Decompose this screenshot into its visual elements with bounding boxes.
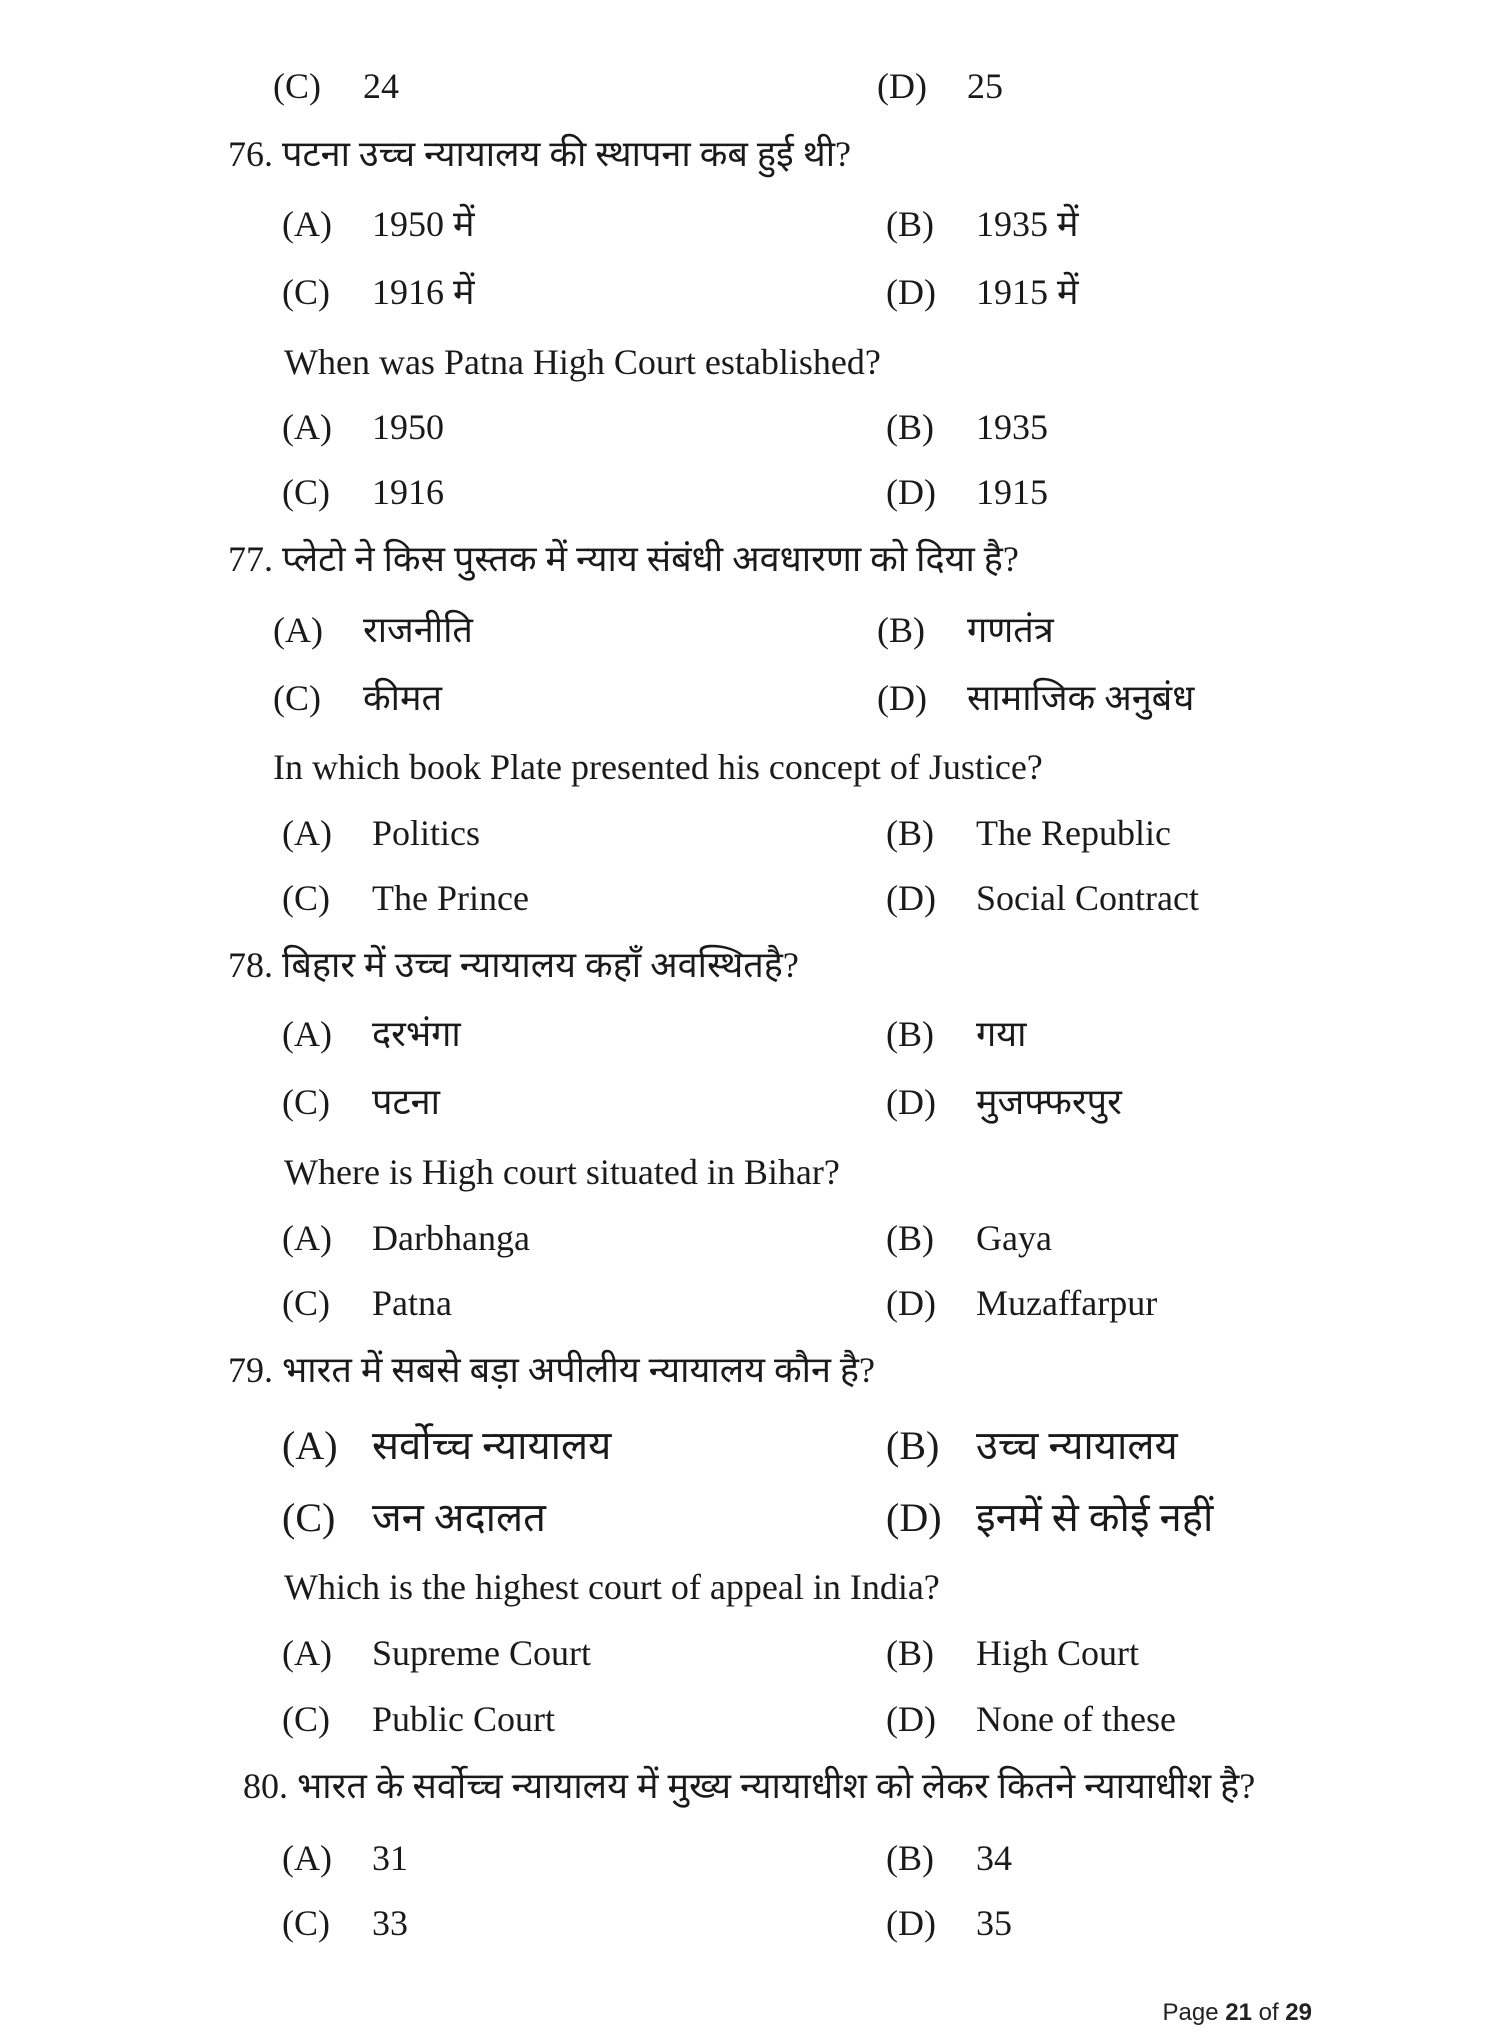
option-value: 1935 में	[976, 204, 1079, 244]
question-80-hindi: 80. भारत के सर्वोच्च न्यायालय में मुख्य न्यायाधीश को लेकर कितने न्यायाधीश है?	[243, 1766, 1256, 1806]
option-label: (B)	[886, 1218, 934, 1258]
option-label: (B)	[886, 204, 934, 244]
option-label: (D)	[886, 878, 936, 918]
option-value: Social Contract	[976, 878, 1199, 918]
option-label: (B)	[886, 1423, 940, 1468]
option-value: गणतंत्र	[967, 610, 1054, 650]
option-label: (C)	[282, 1283, 330, 1323]
option-label: (C)	[273, 66, 321, 106]
option-label: (D)	[877, 678, 927, 718]
page-number	[1163, 1998, 1312, 2028]
option-label: (D)	[877, 66, 927, 106]
option-value: Muzaffarpur	[976, 1283, 1158, 1323]
option-label: (C)	[273, 678, 321, 718]
option-label: (C)	[282, 878, 330, 918]
option-value: गया	[976, 1014, 1027, 1054]
question-79-english: Which is the highest court of appeal in India?	[284, 1567, 940, 1607]
option-value: जन अदालत	[372, 1495, 546, 1540]
option-value: 33	[372, 1903, 408, 1943]
option-label: (C)	[282, 1699, 330, 1739]
option-label: (A)	[282, 1838, 332, 1878]
option-value: 1950	[372, 407, 444, 447]
option-label: (A)	[282, 1014, 332, 1054]
option-value: Gaya	[976, 1218, 1052, 1258]
question-78-english: Where is High court situated in Bihar?	[284, 1152, 840, 1192]
question-76-english: When was Patna High Court established?	[284, 342, 881, 382]
question-78-hindi: 78. बिहार में उच्च न्यायालय कहाँ अवस्थितहै?	[228, 945, 799, 985]
option-value: उच्च न्यायालय	[976, 1423, 1178, 1468]
option-label: (D)	[886, 472, 936, 512]
option-label: (B)	[877, 610, 925, 650]
option-value: कीमत	[363, 678, 443, 718]
option-value: 1950 में	[372, 204, 475, 244]
option-label: (D)	[886, 1283, 936, 1323]
option-value: Patna	[372, 1283, 452, 1323]
option-label: (D)	[886, 1495, 942, 1540]
option-label: (C)	[282, 272, 330, 312]
option-value: 35	[976, 1903, 1012, 1943]
option-label: (D)	[886, 1903, 936, 1943]
option-label: (A)	[273, 610, 323, 650]
current-page: 21	[1225, 1999, 1252, 2026]
option-value: 24	[363, 66, 399, 106]
option-label: (B)	[886, 1838, 934, 1878]
page-number-prefix: Page	[1162, 1999, 1226, 2026]
option-label: (D)	[886, 1699, 936, 1739]
option-label: (A)	[282, 1423, 338, 1468]
option-label: (D)	[886, 272, 936, 312]
question-76-hindi: 76. पटना उच्च न्यायालय की स्थापना कब हुई थी?	[228, 134, 852, 174]
option-label: (C)	[282, 1903, 330, 1943]
option-label: (A)	[282, 407, 332, 447]
question-79-hindi: 79. भारत में सबसे बड़ा अपीलीय न्यायालय कौन है?	[228, 1350, 876, 1390]
option-value: The Prince	[372, 878, 529, 918]
option-value: राजनीति	[363, 610, 473, 650]
option-label: (B)	[886, 1014, 934, 1054]
option-value: 1935	[976, 407, 1048, 447]
option-value: 34	[976, 1838, 1012, 1878]
option-value: इनमें से कोई नहीं	[976, 1495, 1214, 1540]
total-pages: 29	[1285, 1999, 1312, 2026]
page-number-separator: of	[1251, 1999, 1286, 2026]
option-value: 25	[967, 66, 1003, 106]
option-value: None of these	[976, 1699, 1176, 1739]
option-value: 1916 में	[372, 272, 475, 312]
option-value: मुजफ्फरपुर	[976, 1082, 1122, 1122]
option-value: दरभंगा	[372, 1014, 461, 1054]
option-value: सामाजिक अनुबंध	[967, 678, 1195, 718]
option-value: 1916	[372, 472, 444, 512]
option-label: (A)	[282, 1633, 332, 1673]
option-value: Public Court	[372, 1699, 556, 1739]
option-value: Darbhanga	[372, 1218, 530, 1258]
option-value: The Republic	[976, 813, 1171, 853]
option-label: (B)	[886, 1633, 934, 1673]
question-77-hindi: 77. प्लेटो ने किस पुस्तक में न्याय संबंधी अवधारणा को दिया है?	[228, 539, 1019, 579]
option-label: (C)	[282, 1495, 336, 1540]
option-value: पटना	[372, 1082, 440, 1122]
option-label: (D)	[886, 1082, 936, 1122]
option-value: 1915 में	[976, 272, 1079, 312]
option-value: सर्वोच्च न्यायालय	[372, 1423, 612, 1468]
option-value: Supreme Court	[372, 1633, 591, 1673]
option-label: (C)	[282, 472, 330, 512]
option-value: Politics	[372, 813, 481, 853]
option-label: (C)	[282, 1082, 330, 1122]
option-value: 1915	[976, 472, 1048, 512]
option-value: 31	[372, 1838, 408, 1878]
option-label: (A)	[282, 813, 332, 853]
question-77-english: In which book Plate presented his concept of Justice?	[273, 747, 1043, 787]
option-label: (A)	[282, 1218, 332, 1258]
option-label: (B)	[886, 813, 934, 853]
option-label: (A)	[282, 204, 332, 244]
option-label: (B)	[886, 407, 934, 447]
option-value: High Court	[976, 1633, 1140, 1673]
